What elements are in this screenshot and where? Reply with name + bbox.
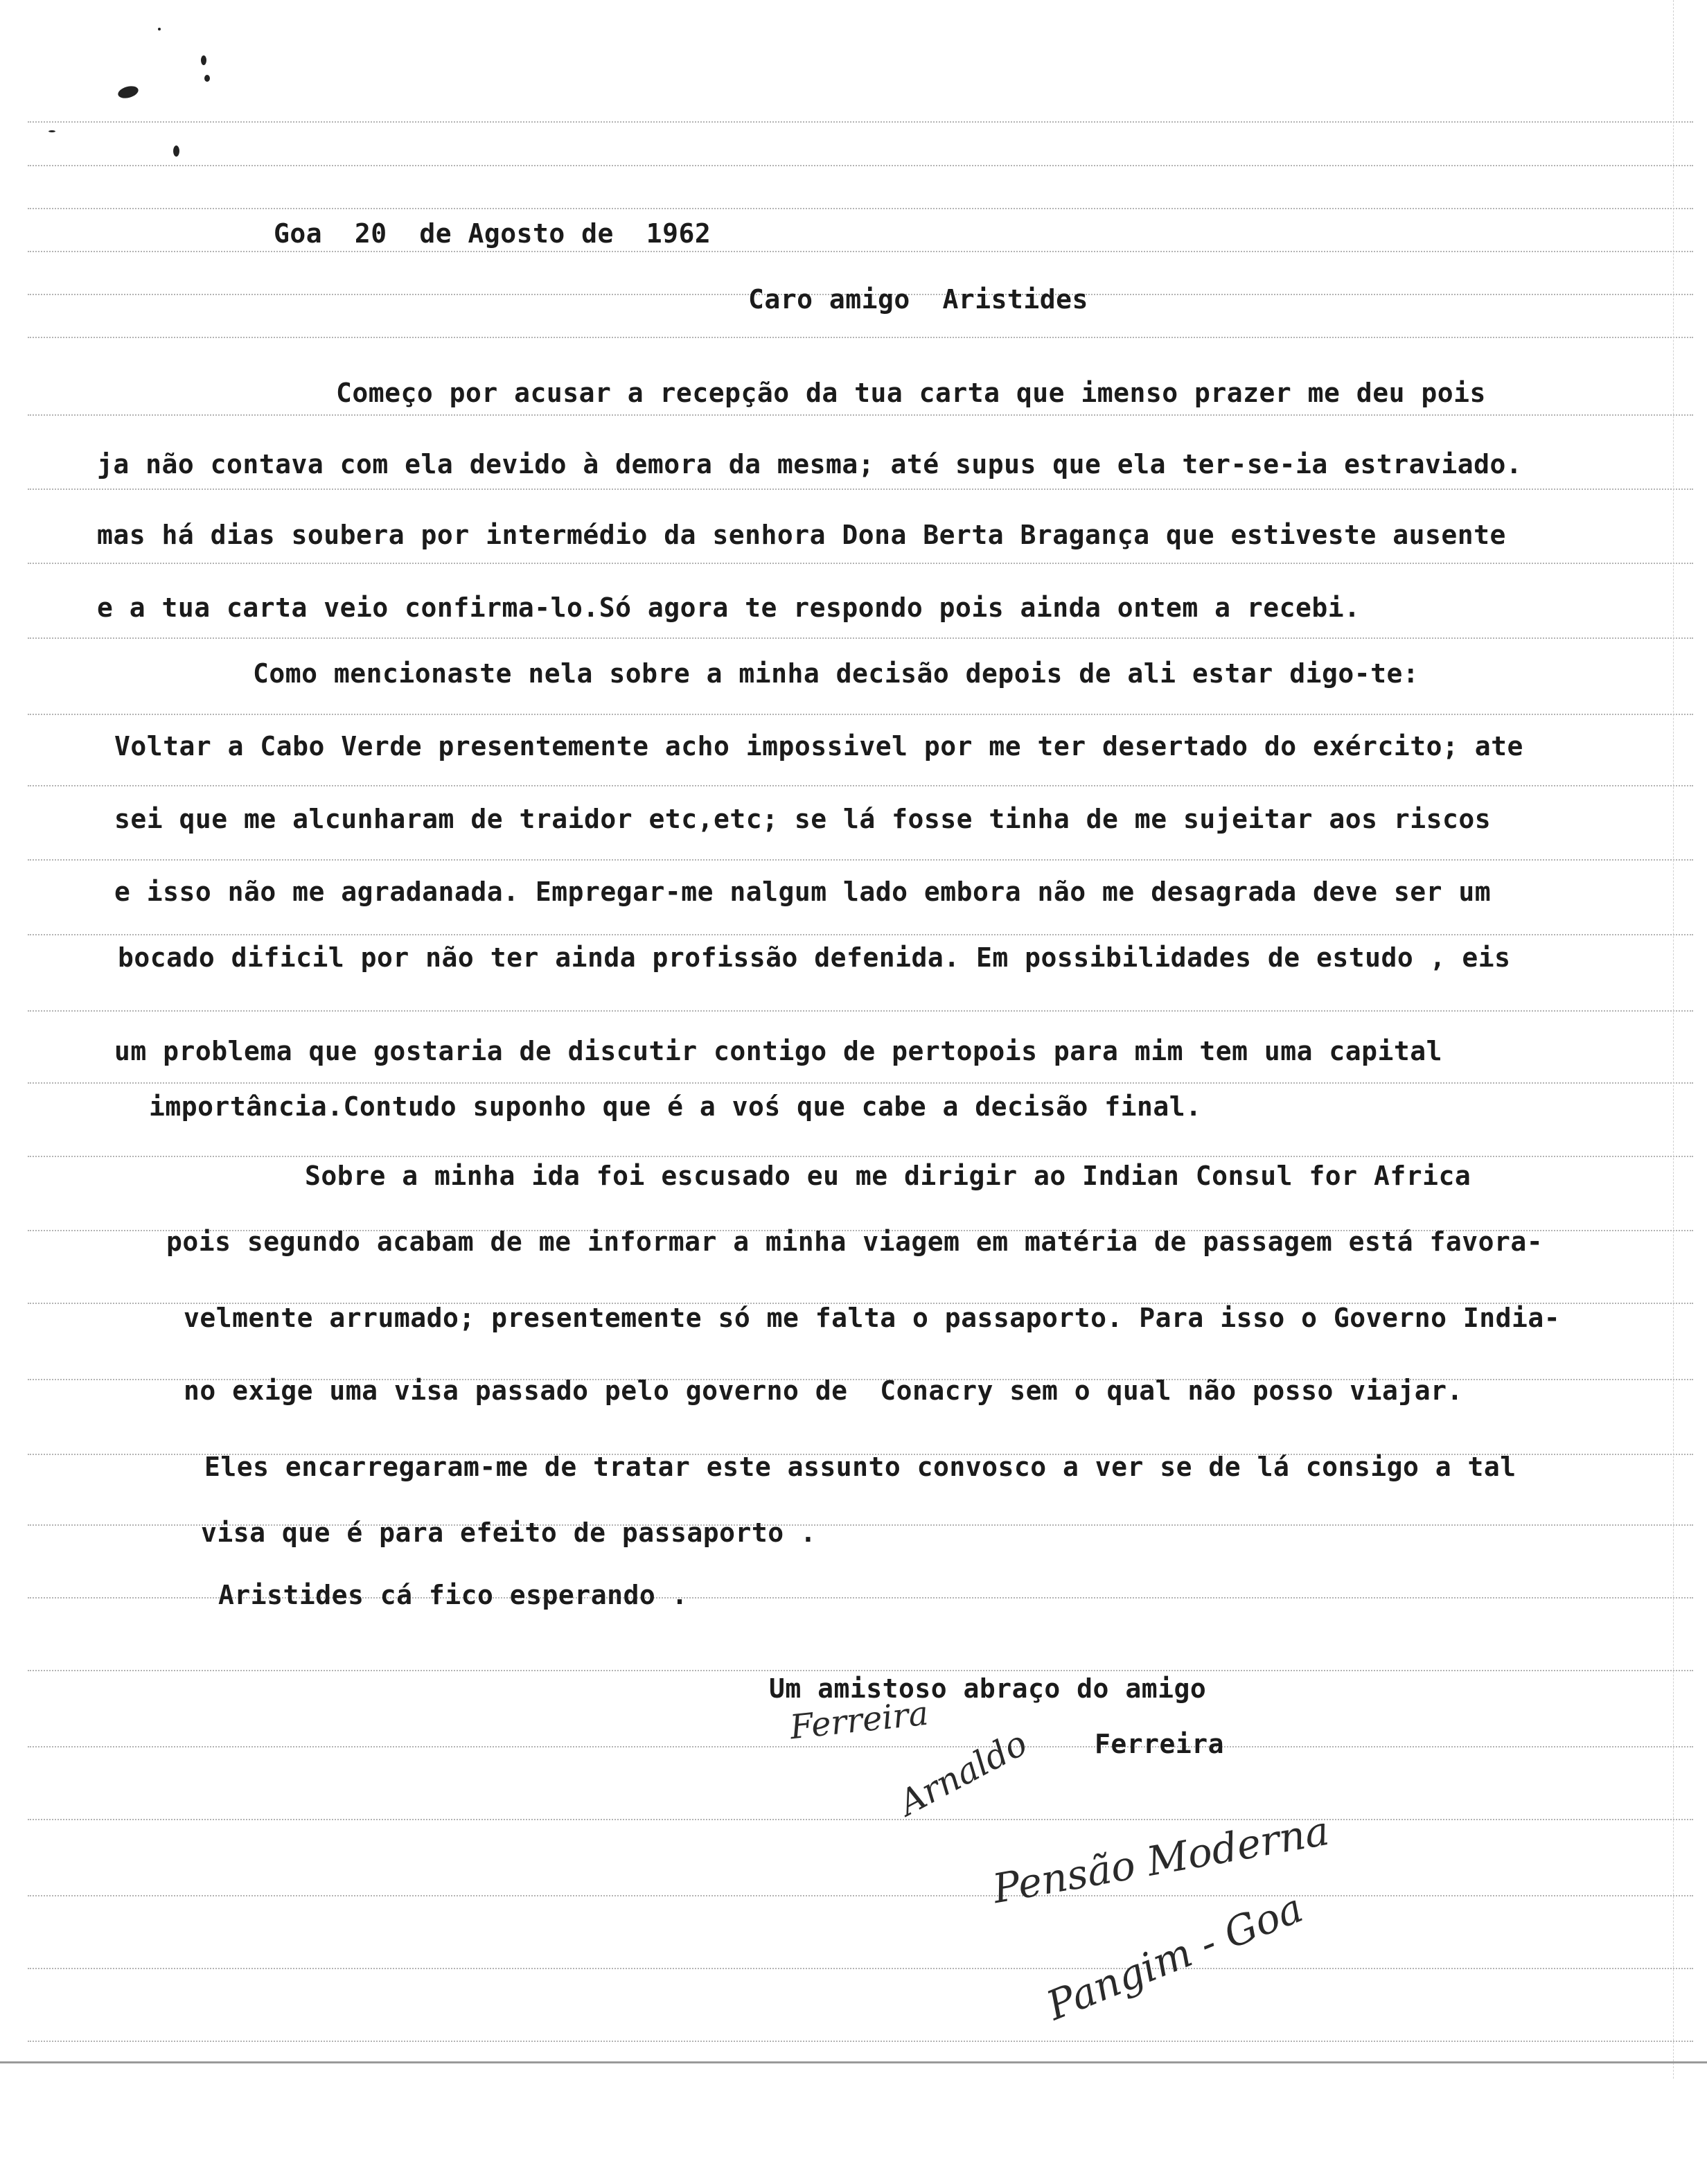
body-line-8: e isso não me agradanada. Empregar-me nalgum lado embora não me desagrada deve ser um <box>114 877 1492 907</box>
body-line-6: Voltar a Cabo Verde presentemente acho impossivel por me ter desertado do exército; ate <box>114 731 1523 761</box>
ink-spot <box>201 55 206 65</box>
ruled-line <box>28 488 1693 490</box>
ruled-line <box>28 1670 1693 1671</box>
body-line-18: Aristides cá fico esperando . <box>218 1580 688 1610</box>
ruled-line <box>28 208 1693 209</box>
ruled-line <box>28 1082 1693 1084</box>
closing: Um amistoso abraço do amigo <box>769 1673 1207 1704</box>
ruled-line <box>28 934 1693 935</box>
paper-bottom-edge <box>0 2061 1707 2063</box>
body-line-5: Como mencionaste nela sobre a minha decisão depois de ali estar digo-te: <box>253 658 1419 689</box>
ruled-line <box>28 2041 1693 2042</box>
handwritten-first-name: Arnaldo <box>892 1723 1034 1824</box>
ruled-line <box>28 1010 1693 1012</box>
ink-spot <box>158 28 161 30</box>
ruled-line <box>28 637 1693 639</box>
ruled-line <box>28 1156 1693 1157</box>
handwritten-note-line-1: Pensão Moderna <box>989 1806 1333 1913</box>
body-line-3: mas há dias soubera por intermédio da senhora Dona Berta Bragança que estiveste ausente <box>97 520 1506 550</box>
ruled-line <box>28 414 1693 416</box>
ruled-line <box>28 1819 1693 1820</box>
handwritten-note-line-2: Pangim - Goa <box>1040 1884 1309 2029</box>
body-line-7: sei que me alcunharam de traidor etc,etc; se lá fosse tinha de me sujeitar aos riscos <box>114 804 1492 834</box>
ruled-line <box>28 714 1693 715</box>
body-line-1: Começo por acusar a recepção da tua carta que imenso prazer me deu pois <box>336 378 1486 408</box>
body-line-2: ja não contava com ela devido à demora da mesma; até supus que ela ter-se-ia estraviado. <box>97 449 1523 479</box>
body-line-9: bocado dificil por não ter ainda profissão defenida. Em possibilidades de estudo , eis <box>118 942 1511 973</box>
ruled-line <box>28 337 1693 338</box>
body-line-4: e a tua carta veio confirma-lo.Só agora te respondo pois ainda ontem a recebi. <box>97 592 1361 623</box>
ink-spot <box>173 146 179 157</box>
ruled-line <box>28 121 1693 123</box>
salutation: Caro amigo Aristides <box>748 284 1088 315</box>
dateline: Goa 20 de Agosto de 1962 <box>274 218 711 249</box>
body-line-10: um problema que gostaria de discutir contigo de pertopois para mim tem uma capital <box>114 1036 1442 1066</box>
handwritten-signature: Ferreira <box>788 1693 930 1747</box>
ruled-line <box>28 563 1693 564</box>
body-line-15: no exige uma visa passado pelo governo de Conacry sem o qual não posso viajar. <box>184 1375 1463 1406</box>
ink-spot <box>48 130 55 132</box>
typed-signature: Ferreira <box>1095 1729 1225 1759</box>
body-line-13: pois segundo acabam de me informar a minha viagem em matéria de passagem está favora- <box>166 1226 1544 1257</box>
body-line-14: velmente arrumado; presentemente só me falta o passaporto. Para isso o Governo India- <box>184 1303 1561 1333</box>
ruled-line <box>28 1895 1693 1896</box>
ruled-line <box>28 1746 1693 1747</box>
ink-spot <box>116 84 139 100</box>
ink-spot <box>204 75 210 82</box>
ruled-line <box>28 859 1693 861</box>
body-line-11: importância.Contudo suponho que é a voś que cabe a decisão final. <box>149 1091 1202 1122</box>
ruled-line <box>28 251 1693 252</box>
ruled-line <box>28 1968 1693 1969</box>
ruled-line <box>28 785 1693 786</box>
ruled-line <box>28 165 1693 166</box>
paper-edge <box>1673 0 1707 2079</box>
body-line-17: visa que é para efeito de passaporto . <box>201 1517 817 1548</box>
body-line-12: Sobre a minha ida foi escusado eu me dirigir ao Indian Consul for Africa <box>305 1161 1471 1191</box>
body-line-16: Eles encarregaram-me de tratar este assunto convosco a ver se de lá consigo a tal <box>204 1452 1516 1482</box>
